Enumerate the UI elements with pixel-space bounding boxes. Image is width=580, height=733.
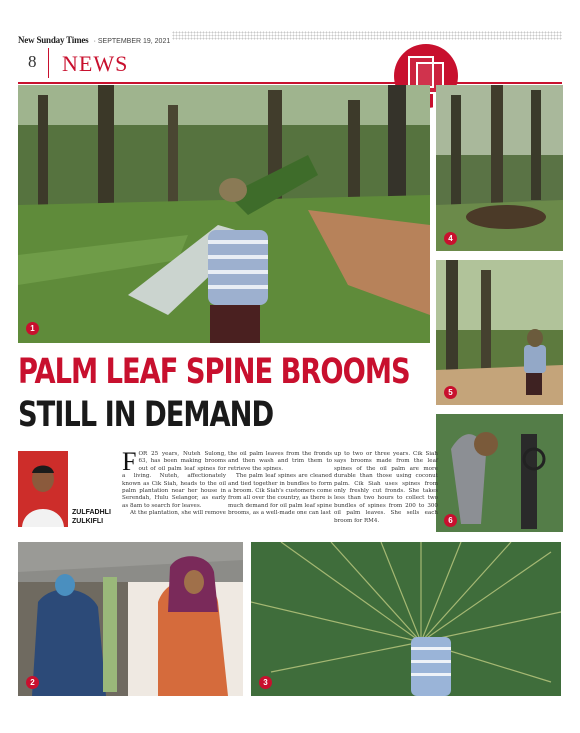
article-column-3 xyxy=(334,451,438,525)
photo-6-knife-and-spines xyxy=(436,414,563,532)
headline-line-2: STILL IN DEMAND xyxy=(18,395,274,435)
byline-photo xyxy=(18,451,68,527)
byline-last-name: ZULKIFLI xyxy=(72,518,104,525)
article-paragraph: At the plantation, she will remove xyxy=(130,510,226,517)
article-paragraph: The palm leaf spines are cleaned and tied together in bundles to form a broom. Cik Siah's customers come from all over the country, as there is much demand for oil palm leaf spine brooms, as a well-made one can last xyxy=(228,473,332,517)
page-number: 8 xyxy=(28,52,37,71)
article-paragraph: OR 25 years, Nuteh Sulong, 63, has been making brooms out of oil palm leaf spines for a living. Nuteh, affectionately known as Cik Siah, heads to the oil palm plantation near her house in Serendah, Hulu Selangor, as early as 8am to search for leaves. xyxy=(122,451,226,509)
photo-number-badge: 5 xyxy=(444,386,457,399)
photo-number-badge: 6 xyxy=(444,514,457,527)
dotted-pattern xyxy=(172,31,562,40)
photo-number-badge: 2 xyxy=(26,676,39,689)
byline-first-name: ZULFADHLI xyxy=(72,509,111,516)
issue-date: · SEPTEMBER 19, 2021 xyxy=(93,38,171,45)
photo-1-woman-carrying-leaves xyxy=(18,85,430,343)
photo-3-broom-close-up xyxy=(251,542,561,696)
section-divider xyxy=(48,48,49,78)
photo-number-badge: 1 xyxy=(26,322,39,335)
article-paragraph: up to two or three years. Cik Siah says brooms made from the leaf spines of the oil palm are more durable than those using coconut palm. Cik Siah uses spines from only freshly cut fronds. She takes less than two hours to collect two bundles of spines from 200 to 300 oil palm leaves. She sells each broom for RM4. xyxy=(334,451,438,524)
photo-number-badge: 3 xyxy=(259,676,272,689)
header-rule xyxy=(18,82,562,84)
newspaper-name: New Sunday Times xyxy=(18,35,89,45)
section-title: NEWS xyxy=(62,51,129,76)
photo-5-woman-in-plantation xyxy=(436,260,563,405)
article-paragraph: the oil palm leaves from the fronds and then wash and trim them to retrieve the spines. xyxy=(228,451,332,472)
photo-number-badge: 4 xyxy=(444,232,457,245)
drop-cap: F xyxy=(122,447,137,476)
headline-line-1: PALM LEAF SPINE BROOMS xyxy=(18,352,410,392)
article-column-1 xyxy=(122,447,226,518)
article-column-2 xyxy=(228,451,332,518)
photo-2-selling-broom xyxy=(18,542,243,696)
photo-4-fallen-fronds xyxy=(436,85,563,251)
byline-name xyxy=(72,508,111,526)
